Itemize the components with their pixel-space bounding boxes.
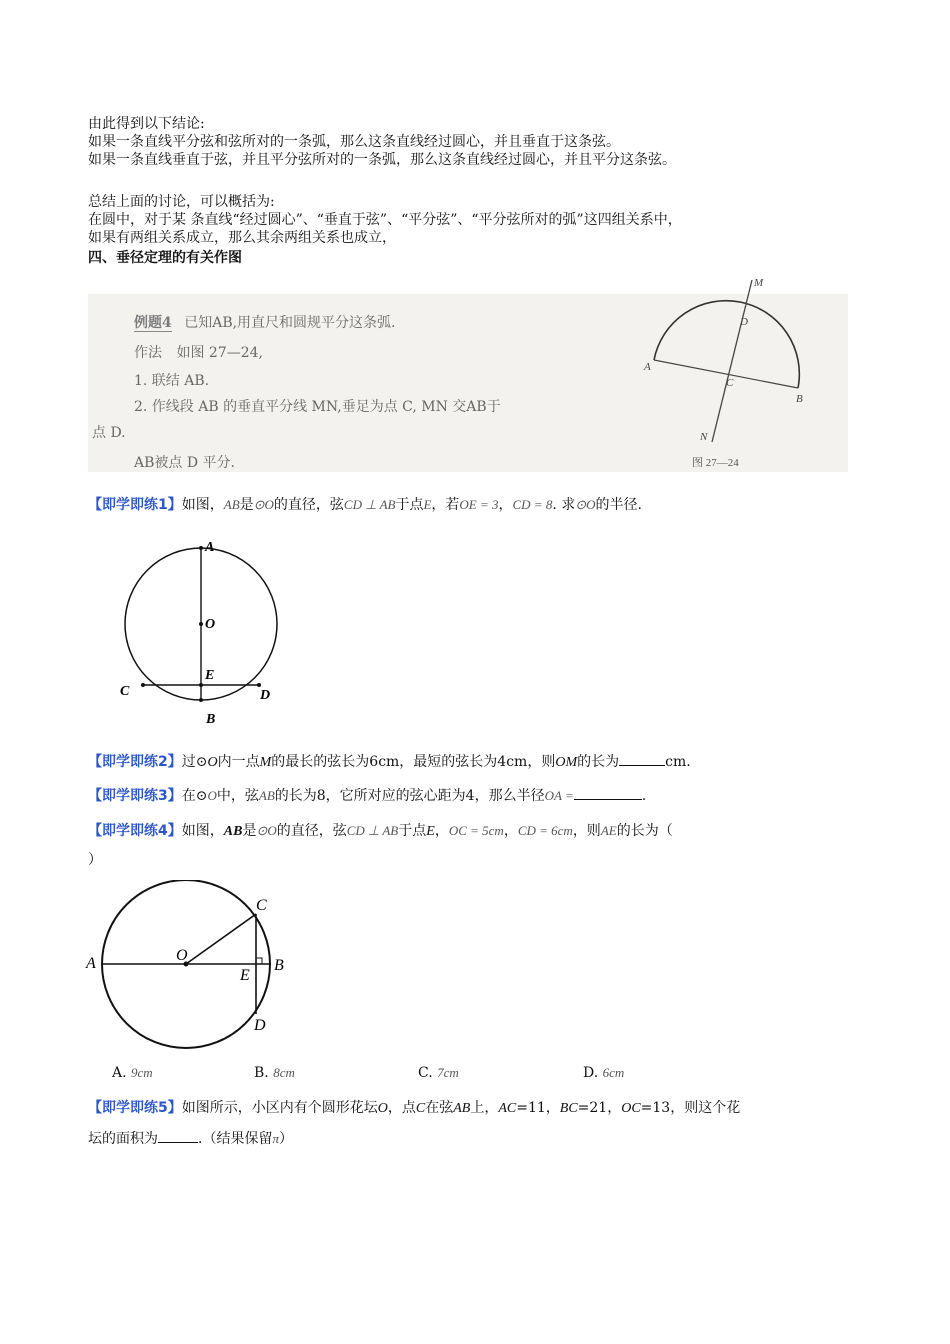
question-4-tag: 【即学即练4】 [88,823,182,839]
option-c-value: 7cm [437,1065,459,1080]
option-d[interactable] [583,1065,624,1081]
q5-answer-blank[interactable] [158,1130,198,1143]
q4-math-1: AB [223,824,243,839]
q4-text-3: 的直径，弦 [276,823,347,839]
q1-text-6: ， [498,497,513,513]
option-a-label: A. [112,1065,127,1081]
conclusion-heading: 由此得到以下结论: [88,116,205,132]
option-a[interactable] [112,1065,153,1081]
q4-text-6: ， [503,823,518,839]
q4-math-5: OC = 5cm [448,823,504,838]
point-c [141,683,145,687]
option-c-label: C. [418,1065,433,1081]
example-4-step-1: 1. 联结 AB. [134,373,210,389]
q5-text-6: =21， [577,1100,622,1116]
q1-math-4: E [423,497,432,512]
fig4-label-a: A [86,955,96,972]
q2-math-2: M [259,755,272,770]
option-b[interactable] [254,1065,295,1081]
q5-text-2: ，点 [387,1100,416,1116]
fig4-label-c: C [256,897,267,914]
q1-text-7: . 求 [552,497,576,513]
fig1-label-c: C [120,684,130,699]
fig4-label-e: E [240,967,250,984]
fig4-label-b: B [274,957,284,974]
figure-caption: 图 27—24 [692,457,739,469]
fig1-label-a: A [205,540,215,555]
question-1-tag: 【即学即练1】 [88,497,182,513]
question-2 [88,753,691,771]
option-a-value: 9cm [131,1065,153,1080]
q3-text-1: 在⊙ [181,788,208,804]
label-m: M [754,277,764,289]
question-3 [88,787,646,805]
question-4 [88,822,673,840]
section-4-title: 四、垂径定理的有关作图 [88,250,242,266]
q2-text-1: 过⊙ [181,754,208,770]
q1-math-1: AB [223,497,240,512]
question-3-tag: 【即学即练3】 [88,788,182,804]
q4-text-7: ，则 [572,823,601,839]
q2-math-3: OM [555,755,578,770]
q4-text-8: 的长为（ [616,823,673,839]
q5-text-1: 如图所示，小区内有个圆形花坛 [181,1100,378,1116]
q1-text-1: 如图， [181,497,224,513]
q3-answer-blank[interactable] [574,787,642,800]
fig4-label-o: O [176,947,188,964]
fig1-label-b: B [206,712,216,727]
q1-math-5: OE = 3 [459,497,499,512]
question-5 [88,1100,740,1117]
question-1 [88,496,642,514]
point-e [199,683,203,687]
option-c[interactable] [418,1065,459,1081]
label-n: N [700,431,708,443]
q5-text-7: =13，则这个花 [640,1100,741,1116]
point-o [199,622,203,626]
q5-math-5: BC [559,1101,578,1116]
q4-text-1: 如图， [181,823,224,839]
option-b-value: 8cm [273,1065,295,1080]
q5-text-9: .（结果保留 [198,1131,273,1147]
example-4-step-2a: 2. 作线段 AB 的垂直平分线 MN,垂足为点 C, MN 交AB于 [134,399,501,415]
q1-text-2: 是 [239,497,254,513]
point-a [199,546,203,550]
fig1-label-d: D [260,688,271,703]
q4-math-2: ⊙O [256,823,277,838]
method-label: 作法 [134,345,162,361]
option-d-value: 6cm [602,1065,625,1080]
q4-math-4: E [426,824,435,839]
conclusion-2: 如果一条直线垂直于弦，并且平分弦所对的一条弧，那么这条直线经过圆心，并且平分这条弦。 [88,152,676,168]
q1-math-2: ⊙O [253,497,274,512]
q1-text-8: 的半径. [595,497,642,513]
q3-math-2: AB [258,788,275,803]
q2-text-3: 的最长的弦长为6cm，最短的弦长为4cm，则 [271,754,556,770]
q1-math-7: ⊙O [575,497,596,512]
q3-math-1: O [207,788,217,803]
label-d: D [740,316,748,328]
point-b [199,698,203,702]
example-4-tag: 例题4 [134,315,172,331]
summary-line-2: 如果有两组关系成立，那么其余两组关系也成立， [88,230,396,246]
question-1-figure [110,535,290,730]
example-4-result: AB被点 D 平分. [134,455,235,471]
figure-27-24 [640,270,850,475]
q4-math-7: AE [600,823,617,838]
q5-text-8: 坛的面积为 [88,1131,158,1147]
arc-ab [654,301,799,388]
q5-text-5: =11， [516,1100,560,1116]
question-4-figure [80,880,300,1060]
q3-math-3: OA = [544,788,574,803]
q2-text-4: 的长为 [577,754,620,770]
q1-text-3: 的直径，弦 [273,497,344,513]
q3-text-2: 中，弦 [216,788,259,804]
q5-math-2: C [415,1101,426,1116]
segment-oc [186,914,256,964]
question-5-line-2 [88,1130,293,1148]
q1-text-5: ，若 [431,497,460,513]
question-4-close-paren: ） [88,852,102,868]
line-mn [712,280,752,442]
q4-math-6: CD = 6cm [517,823,573,838]
example-4-statement: 已知AB,用直尺和圆规平分这条弧. [184,315,396,331]
label-b: B [796,393,803,405]
q4-text-2: 是 [242,823,257,839]
q3-text-3: 的长为8，它所对应的弦心距为4，那么半径 [274,788,545,804]
summary-heading: 总结上面的讨论，可以概括为: [88,194,275,210]
q2-math-1: O [207,755,218,770]
method-text: 如图 27—24, [176,345,263,361]
q5-text-3: 在弦 [425,1100,454,1116]
right-angle-mark [256,958,262,964]
q2-text-5: cm. [665,754,691,770]
label-a: A [644,361,651,373]
q5-math-pi: π [272,1131,279,1146]
q5-math-3: AB [453,1101,471,1116]
q5-text-10: ） [278,1131,293,1147]
q1-math-3: CD ⊥ AB [343,497,396,512]
q4-text-4: 于点 [398,823,427,839]
summary-line-1: 在圆中，对于某 条直线“经过圆心”、“垂直于弦”、“平分弦”、“平分弦所对的弧”这四组关系中， [88,212,682,228]
q3-text-4: . [641,788,647,804]
question-5-tag: 【即学即练5】 [88,1100,182,1116]
fig1-label-e: E [205,668,215,683]
fig4-label-d: D [254,1017,266,1034]
option-d-label: D. [583,1065,599,1081]
point-d [257,683,261,687]
option-b-label: B. [254,1065,269,1081]
label-c: C [726,377,734,389]
q2-answer-blank[interactable] [619,753,665,766]
example-4-line-1 [134,312,396,332]
question-2-tag: 【即学即练2】 [88,754,182,770]
q2-text-2: 内一点 [217,754,260,770]
q5-math-4: AC [498,1101,517,1116]
fig1-label-o: O [205,617,216,632]
example-4-method [134,342,263,362]
q1-math-6: CD = 8 [512,497,553,512]
q1-text-4: 于点 [395,497,424,513]
example-4-step-2b: 点 D. [92,425,126,441]
q4-text-5: ， [434,823,449,839]
conclusion-1: 如果一条直线平分弦和弦所对的一条弧，那么这条直线经过圆心，并且垂直于这条弦。 [88,134,620,150]
q5-text-4: 上， [470,1100,499,1116]
q5-math-1: O [377,1101,388,1116]
q5-math-6: OC [621,1101,641,1116]
q4-math-3: CD ⊥ AB [346,823,399,838]
